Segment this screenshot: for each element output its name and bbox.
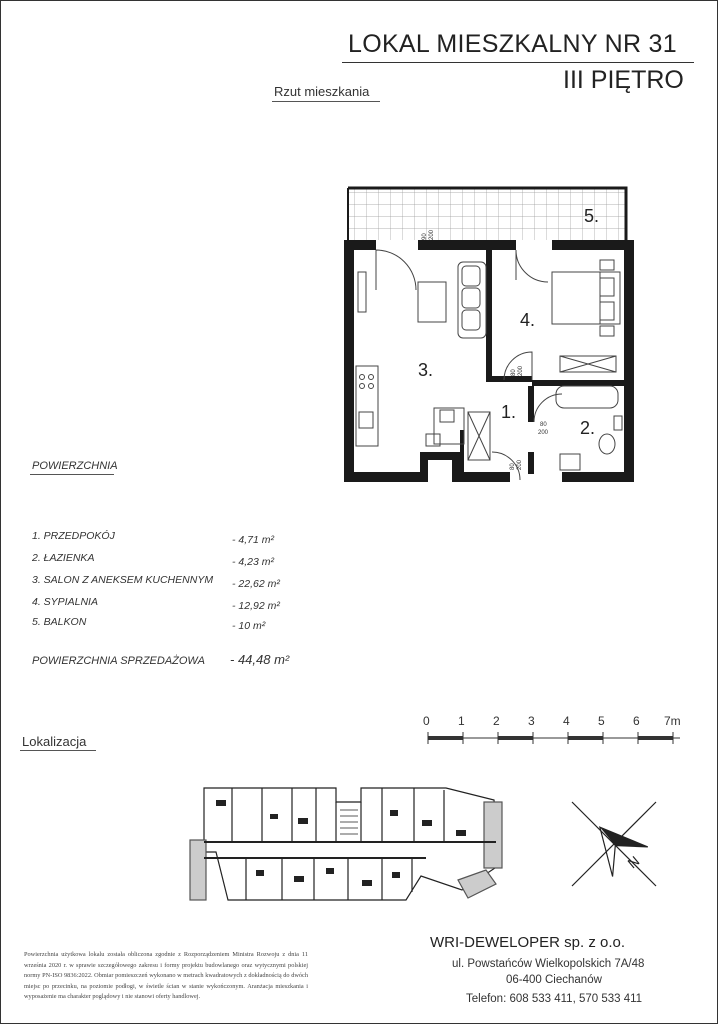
room-number-2: 2.: [580, 418, 596, 438]
area-row-3-name: 3. SALON Z ANEKSEM KUCHENNYM: [32, 574, 214, 586]
door-label-d3-h: 200: [517, 459, 523, 470]
scale-label-0: 0: [423, 714, 430, 728]
door-label-d1-w: 80: [511, 369, 517, 376]
floor-label: III PIĘTRO: [563, 66, 684, 94]
scale-label-6: 6: [633, 714, 640, 728]
room-number-3: 3.: [418, 360, 434, 380]
area-row-4-name: 4. SYPIALNIA: [32, 596, 98, 608]
developer-address: ul. Powstańców Wielkopolskich 7A/48: [452, 958, 645, 970]
scale-label-4: 4: [563, 714, 570, 728]
areas-heading-underline: [30, 474, 114, 475]
room-number-1: 1.: [501, 402, 517, 422]
scale-label-7: 7m: [664, 714, 681, 728]
plan-label-underline: [272, 101, 380, 102]
room-number-5: 5.: [584, 206, 600, 226]
internal-walls: [460, 240, 624, 474]
total-area-value: - 44,48 m²: [230, 652, 290, 667]
door-label-d4-w: 90: [422, 233, 428, 240]
legal-note: Powierzchnia użytkowa lokalu została obliczona zgodnie z Rozporządzeniem Ministra Rozwoju z dnia 11 września 2020 r. w sprawie szczegółowego zakresu i formy projektu budowlanego oraz wytycznymi polskiej normy PN-ISO 9836:2022. Obmiar pomieszczeń wykonano w metrach kwadratowych z dokładnością do dwóch miejsc po przecinku, na poziomie podłogi, w świetle ścian w stanie wykończonym. Aranżacja mieszkania i wyposażenie ma charakter poglądowy i nie stanowi oferty handlowej.: [24, 951, 308, 1000]
scale-label-5: 5: [598, 714, 605, 728]
developer-name: WRI-DEWELOPER sp. z o.o.: [430, 934, 626, 951]
area-row-1-name: 1. PRZEDPOKÓJ: [32, 530, 115, 542]
area-row-4-value: - 12,92 m²: [232, 600, 280, 612]
compass-letter: N: [624, 852, 643, 872]
plan-section-label: Rzut mieszkania: [274, 84, 370, 99]
scale-label-2: 2: [493, 714, 500, 728]
area-row-2-value: - 4,23 m²: [232, 556, 275, 568]
compass-north-icon: [566, 796, 662, 892]
location-label-underline: [20, 750, 96, 751]
door-label-d3-w: 80: [510, 463, 516, 470]
scale-label-1: 1: [458, 714, 465, 728]
area-row-2-name: 2. ŁAZIENKA: [32, 552, 95, 564]
building-location-plan: [186, 780, 526, 910]
door-label-d2-h: 200: [538, 430, 549, 436]
developer-phone: Telefon: 608 533 411, 570 533 411: [466, 993, 643, 1005]
location-label: Lokalizacja: [22, 734, 87, 749]
door-swings: [376, 250, 562, 480]
area-row-5-value: - 10 m²: [232, 620, 266, 632]
area-row-5-name: 5. BALKON: [32, 616, 87, 628]
areas-heading: POWIERZCHNIA: [32, 460, 118, 472]
door-label-d4-h: 200: [429, 229, 435, 240]
scale-bar-graphic: [420, 730, 690, 746]
door-label-d1-h: 200: [518, 365, 524, 376]
developer-city: 06-400 Ciechanów: [506, 974, 602, 986]
room-number-4: 4.: [520, 310, 536, 330]
area-row-1-value: - 4,71 m²: [232, 534, 275, 546]
area-row-3-value: - 22,62 m²: [232, 578, 280, 590]
scale-label-3: 3: [528, 714, 535, 728]
title-divider: [342, 62, 694, 63]
apartment-floor-plan: [330, 180, 650, 490]
door-label-d2-w: 80: [540, 422, 547, 428]
total-area-name: POWIERZCHNIA SPRZEDAŻOWA: [32, 655, 205, 667]
page-title: LOKAL MIESZKALNY NR 31: [348, 30, 677, 58]
